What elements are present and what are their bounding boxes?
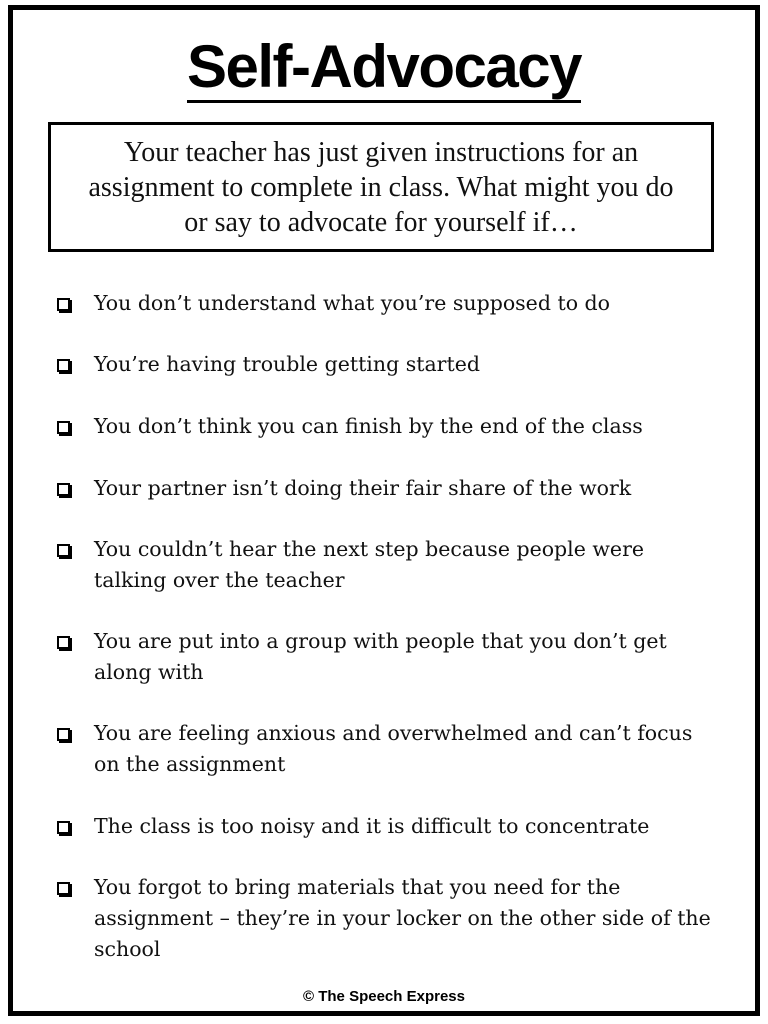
checklist-item xyxy=(51,477,731,504)
checklist-item xyxy=(51,630,731,688)
checkbox-icon[interactable] xyxy=(57,821,70,834)
checkbox-icon[interactable] xyxy=(57,544,70,557)
checklist-item-text: You are put into a group with people that you don’t get along with xyxy=(94,629,667,684)
checklist-item xyxy=(51,353,731,380)
checkbox-icon[interactable] xyxy=(57,636,70,649)
page-frame xyxy=(8,5,760,1016)
page-title xyxy=(13,32,755,103)
checklist-item xyxy=(51,722,731,780)
checklist-item-text: You forgot to bring materials that you need for the assignment – they’re in your locker on the other side of the school xyxy=(94,875,711,961)
checklist-item-text: Your partner isn’t doing their fair share of the work xyxy=(94,476,632,500)
checkbox-icon[interactable] xyxy=(57,359,70,372)
copyright-footer: © The Speech Express xyxy=(303,988,465,1005)
checklist-item-text: You are feeling anxious and overwhelmed and can’t focus on the assignment xyxy=(94,721,693,776)
checklist-item-text: You couldn’t hear the next step because people were talking over the teacher xyxy=(94,537,644,592)
checklist-item xyxy=(51,538,731,596)
checkbox-icon[interactable] xyxy=(57,882,70,895)
checklist-item xyxy=(51,415,731,442)
checklist-item-text: You don’t think you can finish by the end of the class xyxy=(94,414,643,438)
checklist-item-text: You’re having trouble getting started xyxy=(94,352,480,376)
checkbox-icon[interactable] xyxy=(57,298,70,311)
checklist-item-text: You don’t understand what you’re supposed to do xyxy=(94,291,611,315)
page-title-text: Self-Advocacy xyxy=(187,36,581,103)
checklist-item xyxy=(51,292,731,319)
checkbox-icon[interactable] xyxy=(57,483,70,496)
checkbox-icon[interactable] xyxy=(57,728,70,741)
checklist-item xyxy=(51,815,731,842)
checkbox-icon[interactable] xyxy=(57,421,70,434)
prompt-box xyxy=(48,122,714,252)
checklist-item-text: The class is too noisy and it is difficult to concentrate xyxy=(94,814,650,838)
checklist-item xyxy=(51,876,731,965)
prompt-text: Your teacher has just given instructions for an assignment to complete in class. What might you do or say to advocate for yourself if… xyxy=(88,136,674,238)
